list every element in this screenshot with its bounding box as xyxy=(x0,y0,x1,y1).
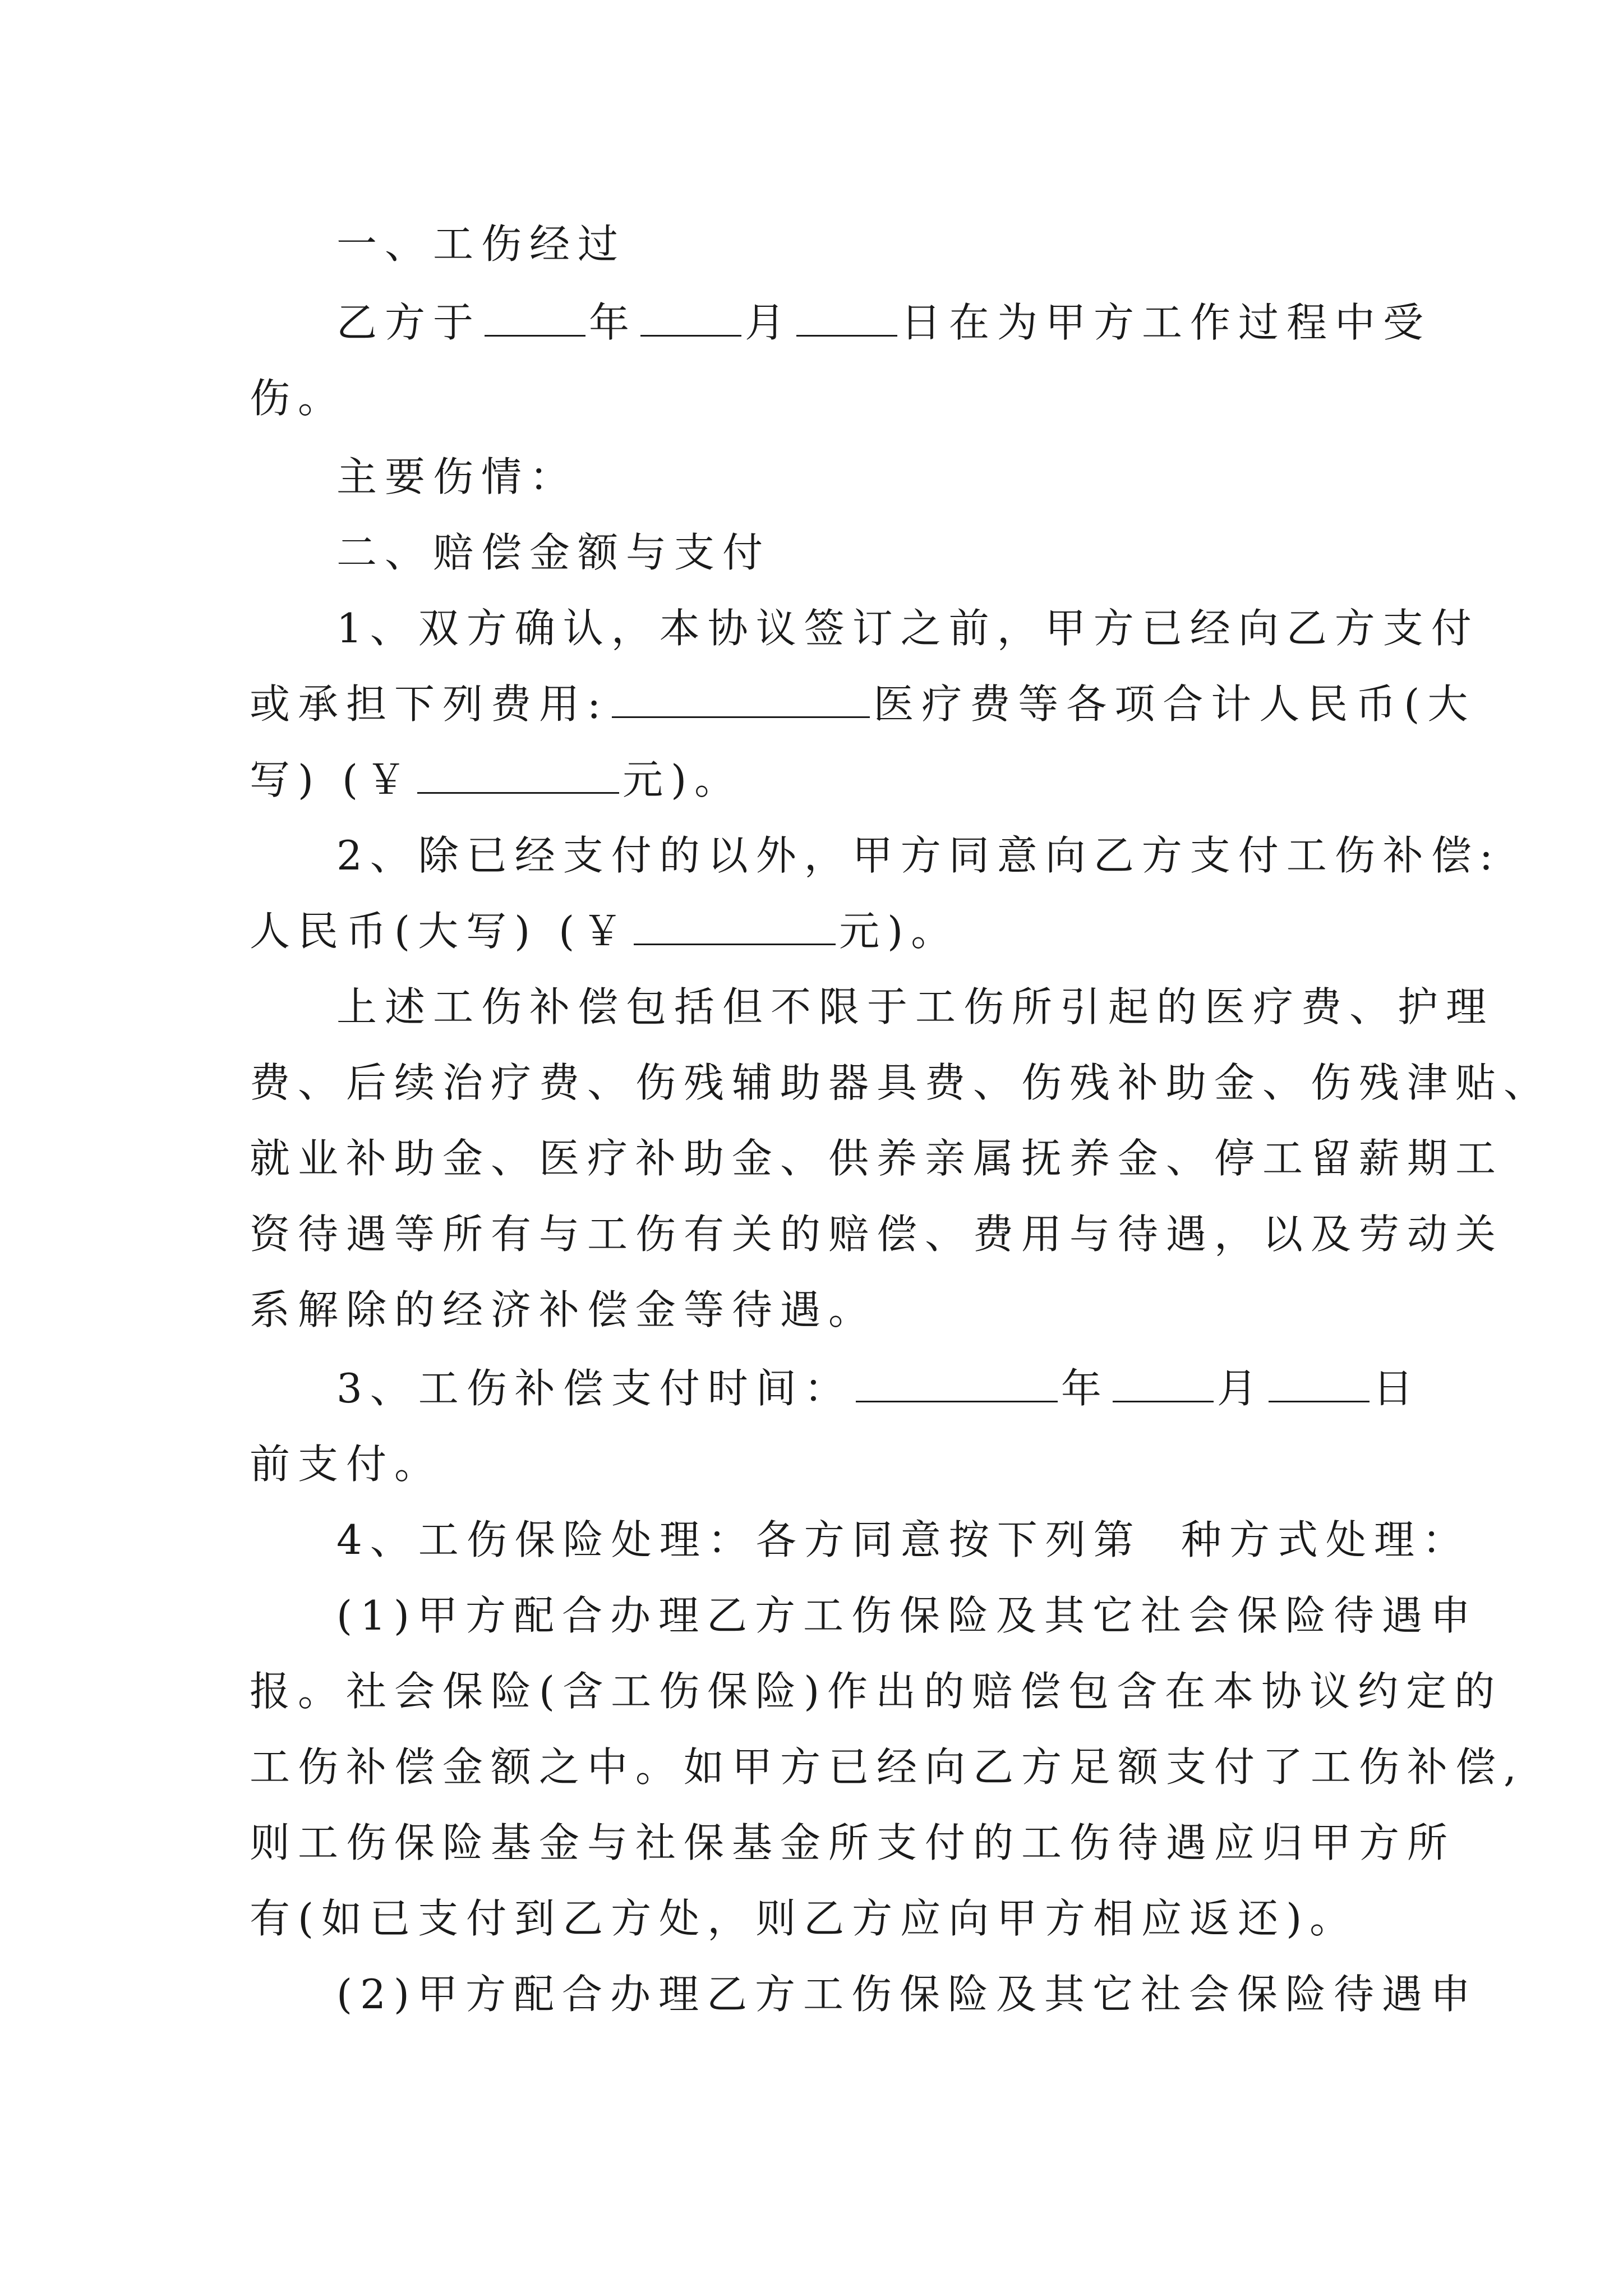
option-1-line-4: 则工伤保险基金与社保基金所支付的工伤待遇应归甲方所 xyxy=(250,1819,1456,1866)
injury-date-suffix: 日在为甲方工作过程中受 xyxy=(901,299,1432,346)
expense-items-blank[interactable] xyxy=(612,682,870,718)
payment-month-blank[interactable] xyxy=(1113,1366,1214,1402)
year-unit: 年 xyxy=(589,299,638,346)
item-4-suffix: 种方式处理： xyxy=(1181,1516,1470,1563)
month-blank[interactable] xyxy=(640,300,741,337)
item-2-line-2-prefix: 人民币(大写) (￥ xyxy=(250,908,631,955)
item-1-line-2-suffix: 医疗费等各项合计人民币(大 xyxy=(873,680,1476,728)
compensation-scope-line-3: 就业补助金、医疗补助金、供养亲属抚养金、停工留薪期工 xyxy=(250,1135,1504,1182)
payment-month-unit: 月 xyxy=(1216,1365,1265,1412)
payment-year-unit: 年 xyxy=(1061,1365,1109,1412)
item-4-line xyxy=(336,1509,1470,1571)
compensation-scope-line-5: 系解除的经济补偿金等待遇。 xyxy=(250,1286,877,1333)
paid-amount-blank[interactable] xyxy=(417,757,619,794)
compensation-scope-line-4: 资待遇等所有与工伤有关的赔偿、费用与待遇，以及劳动关 xyxy=(250,1211,1504,1258)
item-3-line-1 xyxy=(336,1358,1421,1419)
section-2-title: 二、赔偿金额与支付 xyxy=(336,529,771,576)
item-1-line-3 xyxy=(250,749,743,811)
day-blank[interactable] xyxy=(796,300,897,337)
compensation-amount-blank[interactable] xyxy=(634,909,836,945)
item-3-continuation: 前支付。 xyxy=(250,1441,443,1488)
option-1-line-5: 有(如已支付到乙方处，则乙方应向甲方相应返还)。 xyxy=(250,1895,1358,1942)
item-2-line-2 xyxy=(250,900,959,962)
item-1-line-2 xyxy=(250,673,1476,735)
payment-day-unit: 日 xyxy=(1372,1365,1421,1412)
payment-year-blank[interactable] xyxy=(856,1366,1058,1402)
injury-date-line xyxy=(336,292,1431,353)
item-1-line-3-suffix: 元)。 xyxy=(623,756,743,803)
item-2-line-2-suffix: 元)。 xyxy=(839,908,960,955)
month-unit: 月 xyxy=(745,299,794,346)
item-1-line-3-prefix: 写) (￥ xyxy=(250,756,414,803)
option-2-line-1: (2)甲方配合办理乙方工伤保险及其它社会保险待遇申 xyxy=(336,1971,1478,2018)
item-3-prefix: 3、工伤补偿支付时间： xyxy=(336,1365,852,1412)
item-1-line-2-prefix: 或承担下列费用: xyxy=(250,680,609,728)
item-1-line-1: 1、双方确认，本协议签订之前，甲方已经向乙方支付 xyxy=(336,605,1479,652)
option-1-line-2: 报。社会保险(含工伤保险)作出的赔偿包含在本协议约定的 xyxy=(250,1668,1503,1715)
injury-date-continuation: 伤。 xyxy=(250,375,347,422)
compensation-scope-line-1: 上述工伤补偿包括但不限于工伤所引起的医疗费、护理 xyxy=(336,983,1495,1030)
item-4-prefix: 4、工伤保险处理：各方同意按下列第 xyxy=(336,1516,1142,1563)
injury-date-prefix: 乙方于 xyxy=(336,299,482,346)
option-1-line-3: 工伤补偿金额之中。如甲方已经向乙方足额支付了工伤补偿, xyxy=(250,1743,1524,1791)
item-2-line-1: 2、除已经支付的以外，甲方同意向乙方支付工伤补偿: xyxy=(336,832,1501,879)
compensation-scope-line-2: 费、后续治疗费、伤残辅助器具费、伤残补助金、伤残津贴、 xyxy=(250,1059,1552,1106)
payment-day-blank[interactable] xyxy=(1269,1366,1370,1402)
section-1-title: 一、工伤经过 xyxy=(336,220,626,268)
option-1-line-1: (1)甲方配合办理乙方工伤保险及其它社会保险待遇申 xyxy=(336,1592,1478,1639)
year-blank[interactable] xyxy=(485,300,585,337)
main-injury-label: 主要伤情： xyxy=(336,453,578,500)
